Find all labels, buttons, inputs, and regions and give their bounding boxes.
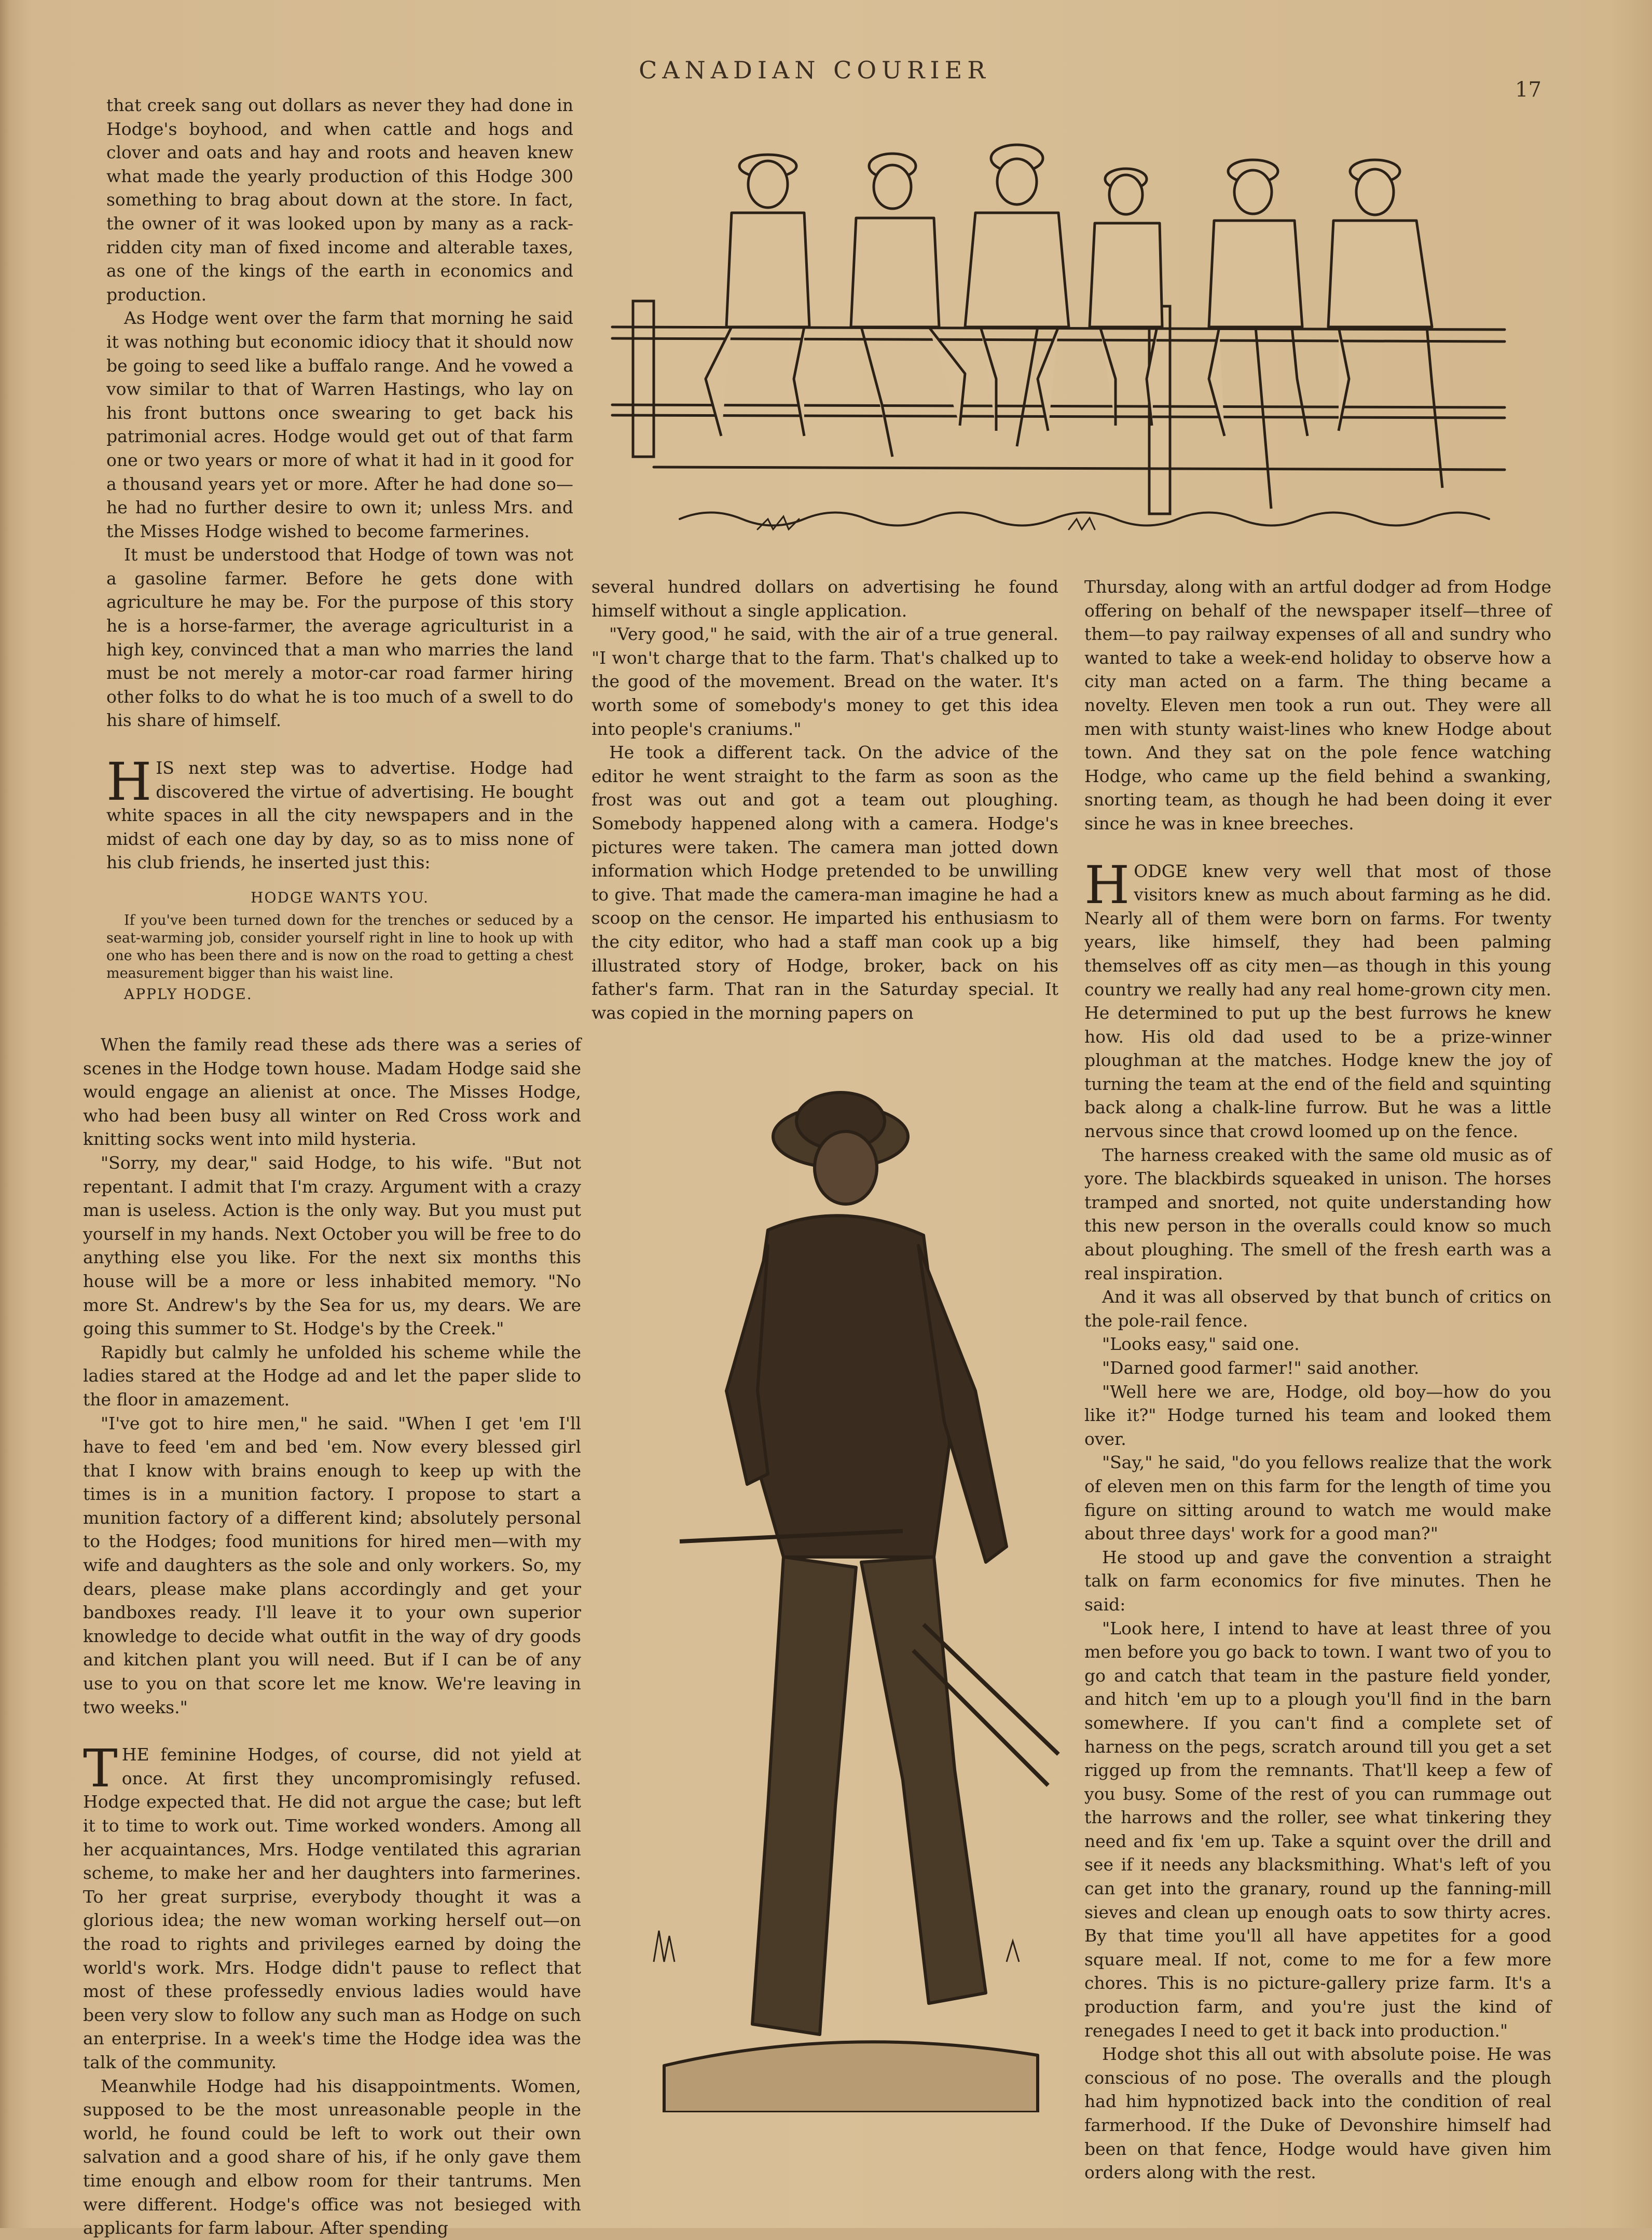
- paragraph: THE feminine Hodges, of course, did not yield at once. At first they uncompromisingly refused. Hodge expected that. He did not argue the case; but left it to time to work out. Time worked wonders. Among all her acquaintances, Mrs. Hodge ventilated this agrarian scheme, to make her and her daughters into farmerines. To her great surprise, everybody thought it was a glorious idea; the new woman working herself out—on the road to rights and privileges earned by doing the world's work. Mrs. Hodge didn't pause to reflect that most of these professedly envious ladies would have been very slow to follow any such man as Hodge on such an enterprise. In a week's time the Hodge idea was the talk of the community.: [83, 1738, 581, 2072]
- paragraph: Hodge shot this all out with absolute poise. He was conscious of no pose. The overalls and the plough had him hypnotized back into the condition of real farmerhood. If the Duke of Devonshire himself had been on that fence, Hodge would have given him orders along with the rest.: [1084, 2044, 1551, 2183]
- publication-title: CANADIAN COURIER: [639, 56, 990, 84]
- paragraph: that creek sang out dollars as never they had done in Hodge's boyhood, and when cattle and hogs and clover and oats and hay and roots and heaven knew what made the yearly production of this Hodge 300 something to brag about down at the store. In fact, the owner of it was looked upon by many as a rack-ridden city man of fixed income and alterable taxes, as one of the kings of the earth in economics and production.: [106, 95, 573, 305]
- drop-cap: H: [106, 752, 152, 813]
- paragraph: As Hodge went over the farm that morning he said it was nothing but economic idiocy that it should now be going to seed like a buffalo range. And he vowed a vow similar to that of Warren Hastings, who lay on his front buttons once swearing to get back his patrimonial acres. Hodge would get out of that farm one or two years or more of what it had in it good for a thousand years yet or more. After he had done so—he had no further desire to own it; unless Mrs. and the Misses Hodge wished to become farmerines.: [106, 308, 573, 541]
- paragraph: "Sorry, my dear," said Hodge, to his wife. "But not repentant. I admit that I'm crazy. Argument with a crazy man is useless. Action is the only way. But you must put yourself in my hands. Next October you will be free to do anything else you like. For the next six months this house will be a more or less inhabited memory. "No more St. Andrew's by the Sea for us, my dears. We are going this summer to St. Hodge's by the Creek.": [83, 1152, 581, 1339]
- advertisement-text: If you've been turned down for the trenches or seduced by a seat-warming job, consider yourself right in line to hook up with one who has been there and is now on the road to getting a chest measurement bigger than his waist line.: [106, 912, 573, 981]
- paragraph: "Look here, I intend to have at least three of you men before you go back to town. I want two of you to go and catch that team in the pasture field yonder, and hitch 'em up to a plough you'll find in the barn somewhere. If you can't find a complete set of harness on the pegs, scratch around till you get a set rigged up from the remnants. That'll keep a few of you busy. Some of the rest of you can rummage out the harrows and the roller, see what tinkering they need and fix 'em up. Take a squint over the drill and see if it needs any blacksmithing. What's left of you can get into the granary, round up the fanning-mill sieves and clean up enough oats to sow thirty acres. By that time you'll all have appetites for a good square meal. If not, come to me for a few more chores. This is no picture-gallery prize farm. It's a production farm, and you're just the kind of renegades I need to get it back into production.": [1084, 1618, 1551, 2041]
- column-1-lower: [83, 1033, 581, 2240]
- eleven-men-on-fence-illustration: [602, 135, 1525, 550]
- paragraph: He took a different tack. On the advice of the editor he went straight to the farm as soon as the frost was out and got a team out ploughing. Somebody happened along with a camera. Hodge's pictures were taken. The camera man jotted down information which Hodge pretended to be unwilling to give. That made the camera-man imagine he had a scoop on the censor. He imparted his enthusiasm to the city editor, who had a staff man cook up a big illustrated story of Hodge, broker, back on his father's farm. That ran in the Saturday special. It was copied in the morning papers on: [591, 742, 1058, 1023]
- paragraph: Thursday, along with an artful dodger ad from Hodge offering on behalf of the newspaper itself—three of them—to pay railway expenses of all and sundry who wanted to take a week-end holiday to observe how a city man acted on a farm. The thing became a novelty. Eleven men took a run out. They were all men with stunty waist-lines who knew Hodge about town. And they sat on the pole fence watching Hodge, who came up the field behind a swanking, snorting team, as though he had been doing it ever since he was in knee breeches.: [1084, 577, 1551, 834]
- column-2: [591, 575, 1058, 1025]
- paragraph: "Say," he said, "do you fellows realize that the work of eleven men on this farm for the length of time you figure on sitting around to watch me would make about three days' work for a good man?": [1084, 1452, 1551, 1544]
- paragraph: "Looks easy," said one.: [1102, 1334, 1300, 1355]
- paragraph: Meanwhile Hodge had his disappointments. Women, supposed to be the most unreasonable people in the world, he found could be left to work out their own salvation and a good share of his, if he only gave them time enough and elbow room for their tantrums. Men were different. Hodge's office was not besieged with applicants for farm labour. After spending: [83, 2075, 581, 2238]
- farmer-with-plough-illustration: [612, 1080, 1069, 2112]
- paragraph: HODGE knew very well that most of those visitors knew as much about farming as he did. Nearly all of them were born on farms. For twenty years, like himself, they had been palming themselves off as city men—as though in this young country we really had any real home-grown city men. He determined to put up the best furrows he knew how. His old dad used to be a prize-winner ploughman at the matches. Hodge knew the joy of turning the team at the end of the field and squinting back along a chalk-line furrow. But he was a little nervous since that crowd loomed up on the fence.: [1084, 854, 1551, 1142]
- paragraph: When the family read these ads there was a series of scenes in the Hodge town house. Madam Hodge said she would engage an alienist at once. The Misses Hodge, who had been busy all winter on Red Cross work and knitting socks went into mild hysteria.: [83, 1034, 581, 1150]
- paragraph: The harness creaked with the same old music as of yore. The blackbirds squeaked in unison. The horses tramped and snorted, not quite understanding how this new person in the overalls could know so much about ploughing. The smell of the fresh earth was a real inspiration.: [1084, 1144, 1551, 1283]
- drop-cap: T: [83, 1738, 118, 1799]
- paragraph: "I've got to hire men," he said. "When I get 'em I'll have to feed 'em and bed 'em. Now every blessed girl that I know with brains enough to keep up with the times is in a munition factory. I propose to start a munition factory of a different kind; absolutely personal to the Hodges; food munitions for hired men—with my wife and daughters as the sole and only workers. So, my dears, please make plans accordingly and get your bandboxes ready. I'll leave it to your own superior knowledge to decide what outfit in the way of dry goods and kitchen plant you will need. But if I can be of any use to you on that score let me know. We're leaving in two weeks.": [83, 1413, 581, 1717]
- paragraph: He stood up and gave the convention a straight talk on farm economics for five minutes. Then he said:: [1084, 1547, 1551, 1615]
- advertisement-heading: HODGE WANTS YOU.: [251, 889, 429, 906]
- page-number: 17: [1515, 78, 1541, 102]
- paragraph: HIS next step was to advertise. Hodge had discovered the virtue of advertising. He bought white spaces in all the city newspapers and in the midst of each one day by day, so as to miss none of his club friends, he inserted just this:: [106, 752, 573, 873]
- paragraph: several hundred dollars on advertising he found himself without a single application.: [591, 577, 1058, 621]
- paragraph: And it was all observed by that bunch of critics on the pole-rail fence.: [1084, 1287, 1551, 1331]
- paragraph: "Well here we are, Hodge, old boy—how do you like it?" Hodge turned his team and looked them over.: [1084, 1381, 1551, 1449]
- paragraph: "Very good," he said, with the air of a true general. "I won't charge that to the farm. That's chalked up to the good of the movement. Bread on the water. It's worth some of somebody's money to get this idea into people's craniums.": [591, 624, 1058, 739]
- drop-cap: H: [1084, 854, 1130, 916]
- paragraph: "Darned good farmer!" said another.: [1102, 1358, 1420, 1378]
- column-3: [1084, 575, 1551, 2184]
- paragraph: It must be understood that Hodge of town was not a gasoline farmer. Before he gets done with agriculture he may be. For the purpose of this story he is a horse-farmer, the average agriculturist in a high key, convinced that a man who marries the land must be not merely a motor-car road farmer hiring other folks to do what he is too much of a swell to do his share of himself.: [106, 544, 573, 731]
- column-1-upper: [106, 93, 573, 1006]
- advertisement-apply: APPLY HODGE.: [124, 985, 253, 1003]
- paragraph: Rapidly but calmly he unfolded his scheme while the ladies stared at the Hodge ad and let the paper slide to the floor in amazement.: [83, 1342, 581, 1410]
